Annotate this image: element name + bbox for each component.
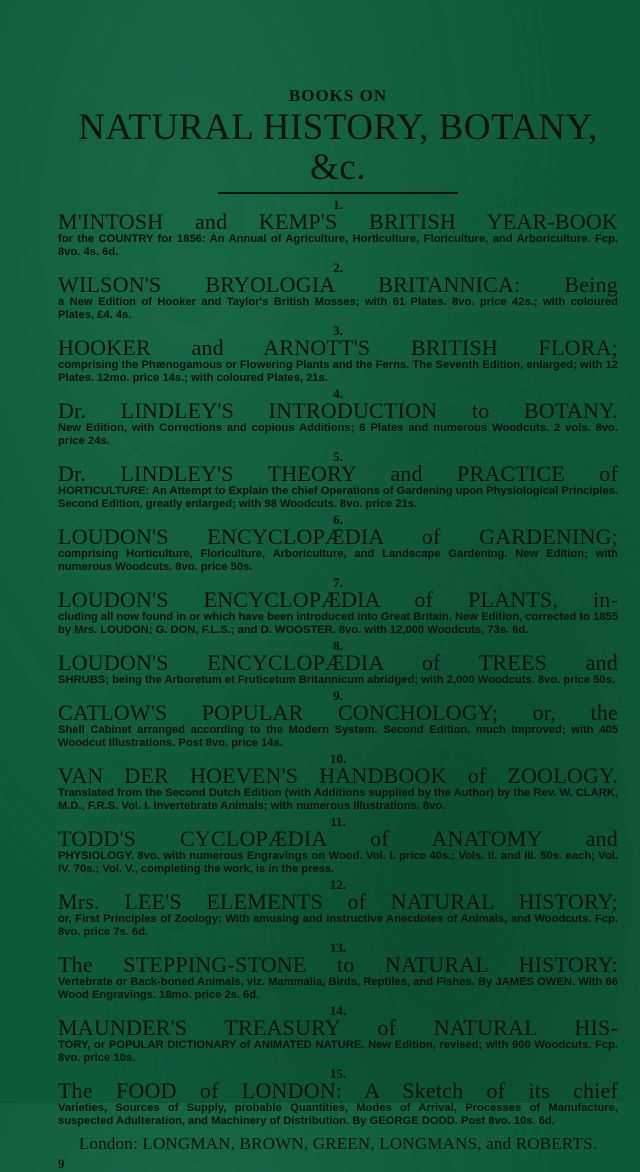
entry-description: TORY, or POPULAR DICTIONARY of ANIMATED NATURE. New Edition, revised; with 900 Woodcuts. Fcp. 8vo. price 10s. (58, 1039, 618, 1064)
book-entry (58, 1068, 618, 1128)
book-entry (58, 879, 618, 939)
entry-number: 10. (329, 751, 347, 766)
entry-title: Dr. LINDLEY'S INTRODUCTION to BOTANY. (58, 398, 618, 423)
entry-title: LOUDON'S ENCYCLOPÆDIA of PLANTS, in- (58, 587, 618, 612)
entry-title: Mrs. LEE'S ELEMENTS of NATURAL HISTORY; (58, 889, 618, 914)
entry-title: The FOOD of LONDON: A Sketch of its chief (58, 1078, 618, 1103)
book-entry (58, 753, 618, 813)
entry-number: 13. (329, 940, 347, 955)
book-entry (58, 640, 618, 687)
entry-number: 14. (329, 1003, 347, 1018)
book-entry (58, 816, 618, 876)
entry-description: Vertebrate or Back-boned Animals, viz. Mammalia, Birds, Reptiles, and Fishes. By JAMES OWEN. With 66 Wood Engravings. 18mo. price 2s. 6d. (58, 976, 618, 1001)
entry-title: Dr. LINDLEY'S THEORY and PRACTICE of (58, 461, 618, 486)
entry-number: 15. (329, 1066, 347, 1081)
book-entry (58, 690, 618, 750)
book-entry (58, 451, 618, 511)
entry-description: HORTICULTURE: An Attempt to Explain the chief Operations of Gardening upon Physiological Principles. Second Edition, greatly enlarged; with 98 Woodcuts. 8vo. price 21s. (58, 485, 618, 510)
entry-number: 1. (333, 197, 343, 212)
entry-number: 6. (333, 512, 343, 527)
entry-description: cluding all now found in or which have been introduced into Great Britain. New Edition, corrected to 1855 by Mrs. LOUDON; G. DON, F.L.S.; and D. WOOSTER. 8vo. with 12,000 Woodcuts, 73s. 6d. (58, 611, 618, 636)
entry-title: TODD'S CYCLOPÆDIA of ANATOMY and (58, 826, 618, 851)
entry-number: 2. (333, 260, 343, 275)
entry-description: a New Edition of Hooker and Taylor's British Mosses; with 61 Plates. 8vo. price 42s.; with coloured Plates, £4. 4s. (58, 296, 618, 321)
signature-mark: 9 (58, 1156, 65, 1171)
entry-number: 4. (333, 386, 343, 401)
entry-title: HOOKER and ARNOTT'S BRITISH FLORA; (58, 335, 618, 360)
entry-description: comprising Horticulture, Floriculture, Arboriculture, and Landscape Gardening. New Edition; with numerous Woodcuts. 8vo. price 50s. (58, 548, 618, 573)
entry-title: M'INTOSH and KEMP'S BRITISH YEAR-BOOK (58, 209, 618, 234)
entry-number: 7. (333, 575, 343, 590)
header-title: NATURAL HISTORY, BOTANY, &c. (78, 107, 598, 188)
entry-description: for the COUNTRY for 1856: An Annual of Agriculture, Horticulture, Floriculture, and Arboriculture. Fcp. 8vo. 4s. 6d. (58, 233, 618, 258)
entry-description: Varieties, Sources of Supply, probable Quantities, Modes of Arrival, Processes of Manufacture, suspected Adulteration, and Machinery of Distribution. By GEORGE DODD. Post 8vo. 10s. 6d. (58, 1102, 618, 1127)
entry-number: 11. (330, 814, 346, 829)
entry-number: 12. (329, 877, 347, 892)
entry-title: LOUDON'S ENCYCLOPÆDIA of GARDENING; (58, 524, 618, 549)
book-entry (58, 514, 618, 574)
entry-description: Shell Cabinet arranged according to the Modern System. Second Edition, much improved; with 405 Woodcut Illustrations. Post 8vo. price 14s. (58, 724, 618, 749)
publisher-imprint: London: LONGMAN, BROWN, GREEN, LONGMANS, and ROBERTS. (78, 1134, 598, 1153)
entry-list (58, 199, 618, 1128)
entry-description: comprising the Phænogamous or Flowering Plants and the Ferns. The Seventh Edition, enlarged; with 12 Plates. 12mo. price 14s.; with coloured Plates, 21s. (58, 359, 618, 384)
entry-number: 9. (333, 688, 343, 703)
entry-title: WILSON'S BRYOLOGIA BRITANNICA: Being (58, 272, 618, 297)
book-entry (58, 942, 618, 1002)
entry-number: 3. (333, 323, 343, 338)
book-entry (58, 262, 618, 322)
book-entry (58, 1005, 618, 1065)
entry-number: 8. (333, 638, 343, 653)
header-books-on: BOOKS ON (288, 86, 388, 105)
entry-title: LOUDON'S ENCYCLOPÆDIA of TREES and (58, 650, 618, 675)
book-entry (58, 388, 618, 448)
entry-number: 5. (333, 449, 343, 464)
entry-description: or, First Principles of Zoology: With amusing and instructive Anecdotes of Animals, and Woodcuts. Fcp. 8vo. price 7s. 6d. (58, 913, 618, 938)
entry-title: MAUNDER'S TREASURY of NATURAL HIS- (58, 1015, 618, 1040)
entry-description: PHYSIOLOGY. 8vo. with numerous Engravings on Wood. Vol. I. price 40s.; Vols. II. and III. 50s. each; Vol. IV. 70s.; Vol. V., completing the work, is in the press. (58, 850, 618, 875)
book-entry (58, 577, 618, 637)
book-entry (58, 199, 618, 259)
entry-description: Translated from the Second Dutch Edition (with Additions supplied by the Author) by the Rev. W. CLARK, M.D., F.R.S. Vol. I. Invertebrate Animals; with numerous Illustrations. 8vo. (58, 787, 618, 812)
entry-title: The STEPPING-STONE to NATURAL HISTORY: (58, 952, 618, 977)
entry-title: VAN DER HOEVEN'S HANDBOOK of ZOOLOGY. (58, 763, 618, 788)
entry-title: CATLOW'S POPULAR CONCHOLOGY; or, the (58, 700, 618, 725)
book-entry (58, 325, 618, 385)
header-rule (218, 192, 458, 196)
entry-description: New Edition, with Corrections and copious Additions; 6 Plates and numerous Woodcuts. 2 vols. 8vo. price 24s. (58, 422, 618, 447)
entry-description: SHRUBS; being the Arboretum et Fruticetum Britannicum abridged; with 2,000 Woodcuts. 8vo. price 50s. (58, 674, 615, 686)
